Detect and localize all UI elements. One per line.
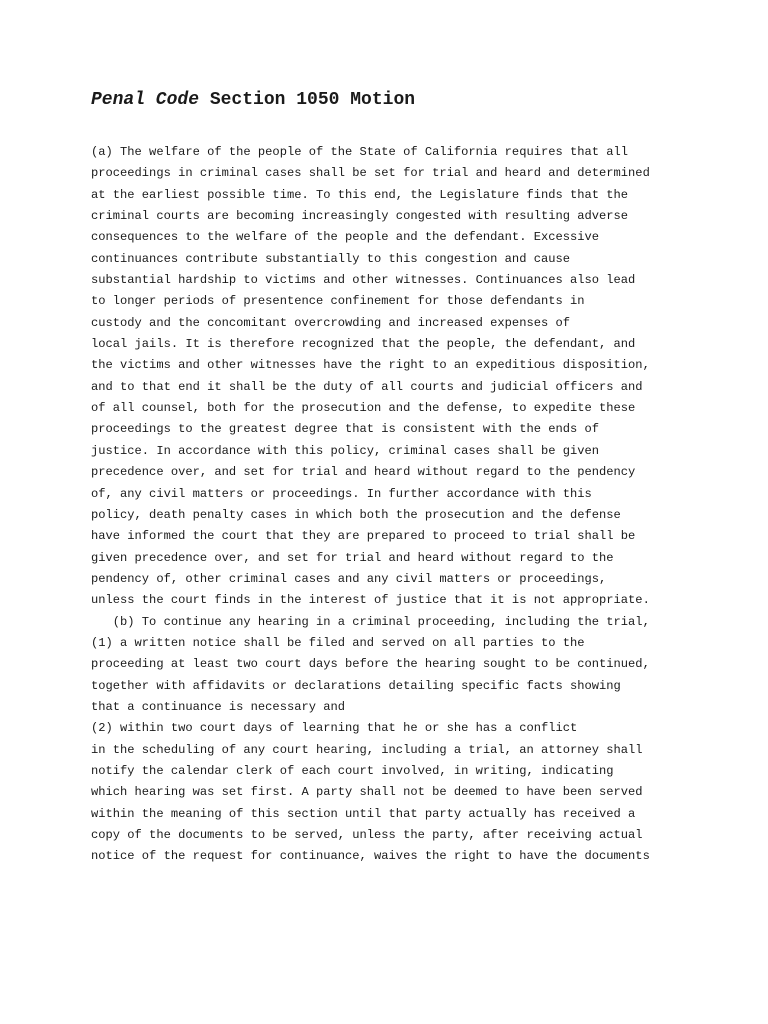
text-line: precedence over, and set for trial and heard without regard to the pendency	[91, 465, 636, 480]
text-line: in the scheduling of any court hearing, including a trial, an attorney shall	[91, 742, 643, 757]
text-line: have informed the court that they are prepared to proceed to trial shall be	[91, 529, 636, 544]
text-line: proceeding at least two court days before the hearing sought to be continued,	[91, 657, 650, 672]
text-line: given precedence over, and set for trial and heard without regard to the	[91, 550, 614, 565]
text-line: that a continuance is necessary and	[91, 699, 346, 714]
title-section: Section 1050 Motion	[199, 90, 416, 110]
text-line: criminal courts are becoming increasingly congested with resulting adverse	[91, 209, 629, 224]
title-code-name: Penal Code	[91, 90, 200, 110]
text-line: of all counsel, both for the prosecution and the defense, to expedite these	[91, 401, 636, 416]
page-title	[91, 88, 415, 112]
text-line: policy, death penalty cases in which both the prosecution and the defense	[91, 507, 621, 522]
text-line: notice of the request for continuance, waives the right to have the documents	[91, 849, 650, 864]
text-line: at the earliest possible time. To this end, the Legislature finds that the	[91, 187, 629, 202]
text-line: to longer periods of presentence confinement for those defendants in	[91, 294, 585, 309]
text-line: notify the calendar clerk of each court involved, in writing, indicating	[91, 763, 614, 778]
text-line: justice. In accordance with this policy, criminal cases shall be given	[91, 443, 600, 458]
text-line: together with affidavits or declarations detailing specific facts showing	[91, 678, 621, 693]
statute-text	[91, 142, 681, 868]
text-line: continuances contribute substantially to this congestion and cause	[91, 251, 570, 266]
text-line: and to that end it shall be the duty of all courts and judicial officers and	[91, 379, 643, 394]
text-line: proceedings in criminal cases shall be set for trial and heard and determined	[91, 166, 650, 181]
text-line: (1) a written notice shall be filed and served on all parties to the	[91, 635, 585, 650]
text-line: (2) within two court days of learning that he or she has a conflict	[91, 721, 578, 736]
text-line: consequences to the welfare of the people and the defendant. Excessive	[91, 230, 600, 245]
text-line: of, any civil matters or proceedings. In further accordance with this	[91, 486, 592, 501]
text-line: substantial hardship to victims and other witnesses. Continuances also lead	[91, 273, 636, 288]
text-line: copy of the documents to be served, unless the party, after receiving actual	[91, 828, 643, 842]
text-line: (b) To continue any hearing in a criminal proceeding, including the trial,	[91, 614, 650, 629]
text-line: the victims and other witnesses have the right to an expeditious disposition,	[91, 358, 650, 373]
text-line: unless the court finds in the interest of justice that it is not appropriate.	[91, 593, 650, 608]
text-line: (a) The welfare of the people of the State of California requires that all	[91, 145, 629, 159]
text-line: which hearing was set first. A party shall not be deemed to have been served	[91, 785, 643, 800]
text-line: local jails. It is therefore recognized that the people, the defendant, and	[91, 337, 636, 352]
text-line: within the meaning of this section until that party actually has received a	[91, 806, 636, 821]
text-line: pendency of, other criminal cases and any civil matters or proceedings,	[91, 571, 607, 586]
text-line: proceedings to the greatest degree that is consistent with the ends of	[91, 422, 600, 437]
text-line: custody and the concomitant overcrowding and increased expenses of	[91, 315, 570, 330]
